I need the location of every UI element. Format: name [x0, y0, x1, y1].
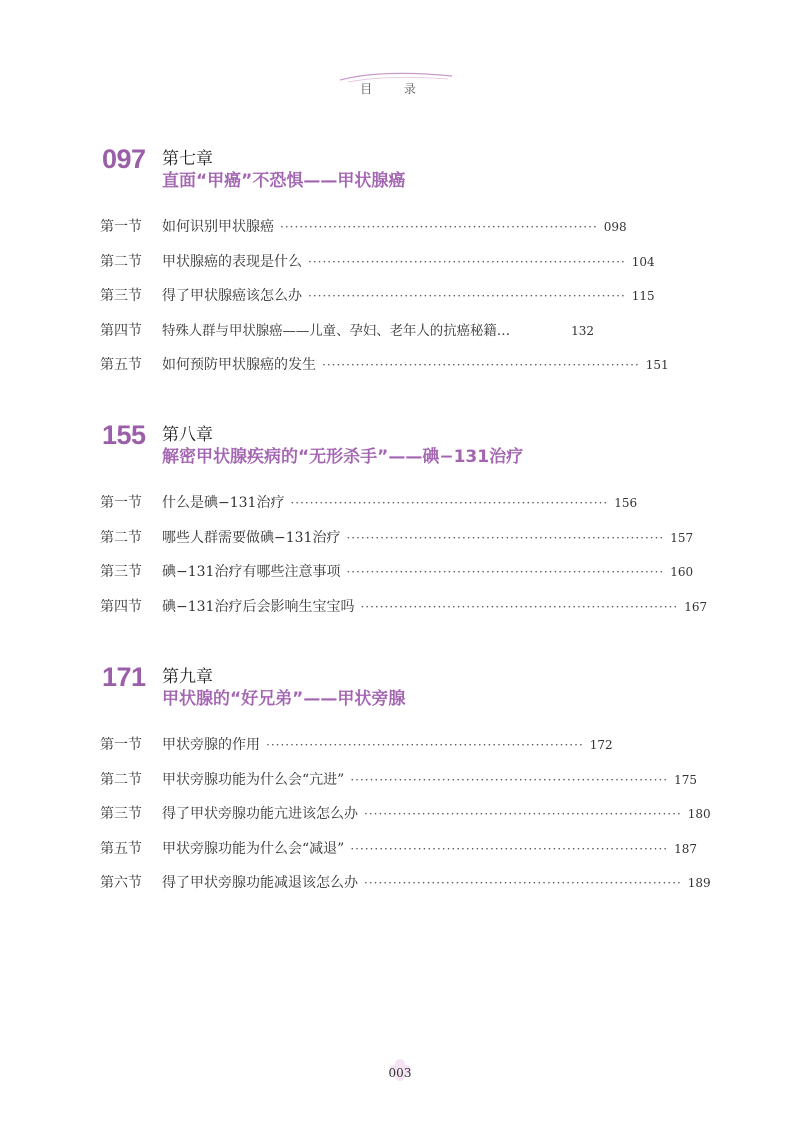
toc-entry[interactable] — [100, 320, 594, 355]
section-title: 甲状腺癌的表现是什么 — [162, 253, 302, 270]
chapter-title[interactable]: 解密甲状腺疾病的“无形杀手”——碘−131治疗 — [162, 447, 524, 467]
section-title: 得了甲状旁腺功能亢进该怎么办 — [162, 806, 358, 822]
chapter-page-number[interactable]: 097 — [102, 144, 146, 174]
chapter-page-number[interactable]: 155 — [102, 420, 146, 450]
section-page-number: 157 — [670, 530, 694, 545]
section-page-number: 172 — [589, 738, 613, 752]
toc-entry[interactable] — [100, 769, 697, 804]
section-page-number: 104 — [631, 254, 655, 269]
toc-entry[interactable] — [100, 561, 694, 596]
section-label: 第三节 — [100, 564, 142, 580]
section-label: 第一节 — [100, 219, 142, 235]
toc-entry[interactable] — [100, 803, 711, 838]
section-page-number: 180 — [687, 807, 711, 821]
chapter-label: 第七章 — [162, 149, 213, 169]
chapter-title[interactable]: 甲状腺的“好兄弟”——甲状旁腺 — [162, 689, 406, 709]
toc-entry[interactable] — [100, 838, 697, 873]
section-label: 第一节 — [100, 495, 142, 511]
section-title: 得了甲状旁腺功能减退该怎么办 — [162, 875, 358, 891]
section-page-number: 189 — [687, 876, 711, 890]
toc-entry[interactable] — [100, 734, 613, 769]
section-page-number: 175 — [674, 772, 697, 787]
section-title: 甲状旁腺功能为什么会“亢进” — [162, 771, 345, 788]
section-title: 碘−131治疗后会影响生宝宝吗 — [162, 598, 355, 615]
section-title: 甲状旁腺功能为什么会“减退” — [162, 840, 345, 857]
leader-dots: ·································································· — [350, 841, 669, 856]
leader-dots: ·································································· — [308, 289, 626, 303]
section-title: 如何识别甲状腺癌 — [162, 219, 274, 235]
toc-entry[interactable] — [100, 285, 655, 320]
section-page-number: 187 — [674, 841, 697, 856]
section-label: 第六节 — [100, 875, 142, 891]
section-title: 如何预防甲状腺癌的发生 — [162, 357, 316, 373]
section-page-number: 151 — [645, 358, 669, 372]
toc-entry[interactable] — [100, 872, 711, 907]
page-footer — [370, 1066, 430, 1080]
toc-title: 目 录 — [360, 82, 430, 96]
section-title: 什么是碘−131治疗 — [162, 495, 285, 511]
leader-dots: ·································································· — [346, 530, 665, 545]
chapter-label: 第九章 — [162, 667, 213, 687]
section-label: 第一节 — [100, 737, 142, 753]
section-list — [100, 734, 711, 907]
chapter-label: 第八章 — [162, 425, 213, 445]
section-label: 第二节 — [100, 771, 142, 788]
toc-entry[interactable] — [100, 527, 694, 562]
leader-dots: ·································································· — [364, 807, 682, 821]
section-page-number: 115 — [631, 289, 655, 303]
section-title: 哪些人群需要做碘−131治疗 — [162, 529, 341, 546]
section-title: 特殊人群与甲状腺癌——儿童、孕妇、老年人的抗癌秘籍… — [162, 323, 511, 339]
section-label: 第三节 — [100, 806, 142, 822]
section-page-number: 098 — [603, 220, 627, 234]
toc-entry[interactable] — [100, 596, 708, 631]
leader-dots: ·································································· — [346, 565, 665, 579]
leader-dots: ·································································· — [322, 358, 640, 372]
section-label: 第五节 — [100, 840, 142, 857]
section-title: 甲状旁腺的作用 — [162, 737, 260, 753]
toc-entry[interactable] — [100, 492, 638, 527]
toc-entry[interactable] — [100, 354, 669, 389]
leader-dots: ·································································· — [280, 220, 598, 234]
leader-dots: ·································································· — [290, 496, 609, 510]
toc-entry[interactable] — [100, 251, 655, 286]
leader-dots: ·································································· — [364, 876, 682, 890]
section-label: 第二节 — [100, 253, 142, 270]
leader-dots: ·································································· — [308, 254, 626, 269]
chapter-page-number[interactable]: 171 — [102, 662, 146, 692]
section-page-number: 132 — [571, 323, 594, 338]
toc-entry[interactable] — [100, 216, 627, 251]
section-label: 第四节 — [100, 322, 142, 339]
leader-dots: ·································································· — [266, 738, 584, 752]
section-page-number: 160 — [670, 565, 694, 579]
leader-dots: ·································································· — [360, 599, 679, 614]
chapter-title[interactable]: 直面“甲癌”不恐惧——甲状腺癌 — [162, 171, 406, 191]
leader-dots: ·································································· — [350, 772, 669, 787]
section-title: 碘−131治疗有哪些注意事项 — [162, 564, 341, 580]
section-list — [100, 216, 669, 389]
toc-header — [330, 66, 460, 106]
page-number: 003 — [388, 1066, 412, 1080]
section-label: 第五节 — [100, 357, 142, 373]
section-page-number: 167 — [684, 599, 708, 614]
section-title: 得了甲状腺癌该怎么办 — [162, 288, 302, 304]
section-label: 第三节 — [100, 288, 142, 304]
section-list — [100, 492, 708, 630]
section-label: 第二节 — [100, 529, 142, 546]
section-label: 第四节 — [100, 598, 142, 615]
section-page-number: 156 — [614, 496, 638, 510]
